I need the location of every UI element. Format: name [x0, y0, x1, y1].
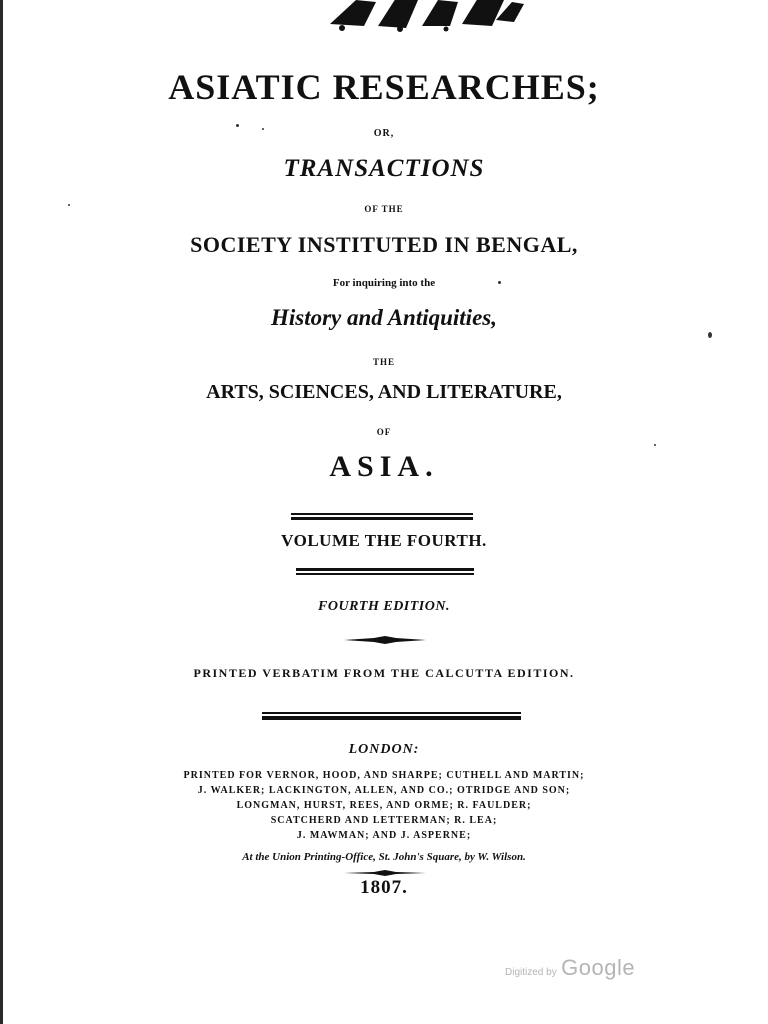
asia-line: ASIA. [329, 450, 439, 483]
print-speck [654, 444, 656, 446]
double-rule-top [291, 513, 473, 520]
subtitle-transactions: TRANSACTIONS [283, 155, 485, 182]
digitized-watermark [505, 955, 635, 981]
printers-line: J. WALKER; LACKINGTON, ALLEN, AND CO.; OTRIDGE AND SON; [197, 785, 571, 796]
connector-or: OR, [373, 128, 395, 139]
library-stamp-mark [326, 0, 526, 32]
printers-block [0, 768, 768, 843]
page-edge [0, 0, 3, 1024]
connector-of-the: OF THE [364, 204, 404, 214]
publication-year: 1807. [360, 877, 408, 898]
watermark-prefix: Digitized by [505, 967, 557, 978]
double-rule-middle [296, 568, 474, 575]
watermark-brand: Google [561, 955, 636, 980]
printers-line: LONGMAN, HURST, REES, AND ORME; R. FAULDER; [236, 800, 532, 811]
print-speck [262, 128, 264, 130]
print-speck [68, 204, 70, 206]
ornament-rule [344, 636, 426, 644]
history-line: History and Antiquities, [270, 305, 497, 330]
society-name: SOCIETY INSTITUTED IN BENGAL, [190, 232, 578, 257]
print-speck [708, 332, 712, 338]
printers-line: SCATCHERD AND LETTERMAN; R. LEA; [270, 815, 498, 826]
inquiring-line: For inquiring into the [332, 277, 436, 289]
print-speck [498, 281, 501, 284]
volume-line: VOLUME THE FOURTH. [281, 531, 487, 550]
double-rule-bottom [262, 712, 521, 720]
print-speck [236, 124, 239, 127]
arts-line: ARTS, SCIENCES, AND LITERATURE, [206, 381, 562, 403]
printers-line: J. MAWMAN; AND J. ASPERNE; [296, 830, 472, 841]
verbatim-line: PRINTED VERBATIM FROM THE CALCUTTA EDITION. [193, 666, 575, 680]
connector-of: OF [376, 427, 392, 437]
connector-the: THE [372, 357, 395, 367]
book-title: ASIATIC RESEARCHES; [168, 67, 600, 107]
printers-line: PRINTED FOR VERNOR, HOOD, AND SHARPE; CUTHELL AND MARTIN; [183, 770, 585, 781]
imprint-city: LONDON: [348, 742, 420, 757]
edition-line: FOURTH EDITION. [318, 599, 450, 614]
printing-office-line: At the Union Printing-Office, St. John's Square, by W. Wilson. [242, 851, 526, 863]
